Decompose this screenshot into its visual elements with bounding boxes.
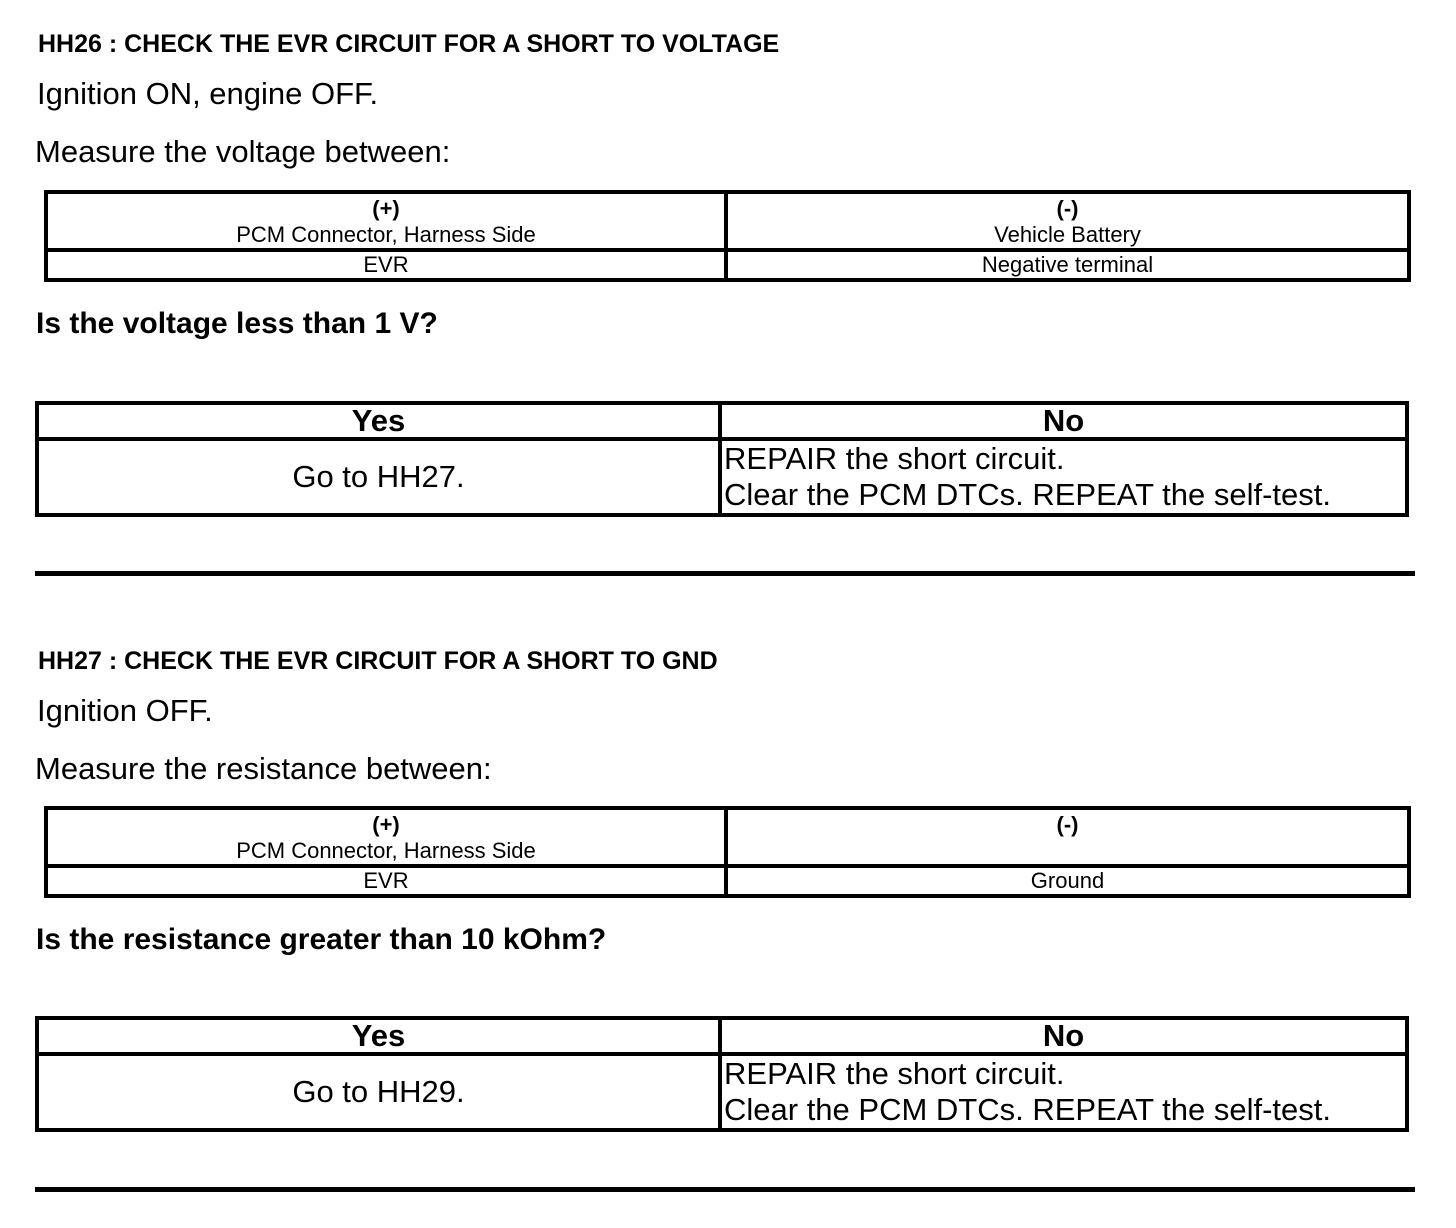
- step-instruction: Measure the voltage between:: [35, 134, 451, 169]
- section-divider: [35, 1187, 1415, 1192]
- minus-symbol: (-): [1056, 196, 1079, 221]
- minus-terminal-header: [726, 808, 1409, 866]
- measurement-header-row: [46, 192, 1409, 250]
- step-question: Is the voltage less than 1 V?: [36, 307, 438, 340]
- plus-terminal-label: PCM Connector, Harness Side: [236, 838, 536, 863]
- step-condition: Ignition OFF.: [37, 693, 213, 728]
- plus-terminal-header: [46, 808, 726, 866]
- plus-terminal-label: PCM Connector, Harness Side: [236, 222, 536, 247]
- measurement-value-row: [46, 866, 1409, 896]
- plus-terminal-value: EVR: [46, 866, 726, 896]
- measurement-header-row: [46, 808, 1409, 866]
- no-action: [720, 1054, 1407, 1130]
- minus-symbol: (-): [1056, 812, 1079, 837]
- section-divider: [35, 571, 1415, 576]
- plus-symbol: (+): [372, 812, 400, 837]
- minus-terminal-header: [726, 192, 1409, 250]
- no-action-line2: Clear the PCM DTCs. REPEAT the self-test.: [724, 1092, 1331, 1127]
- yes-action: Go to HH29.: [37, 1054, 720, 1130]
- minus-terminal-value: Ground: [726, 866, 1409, 896]
- result-table: [35, 401, 1409, 517]
- step-condition: Ignition ON, engine OFF.: [37, 76, 379, 111]
- no-action-line2: Clear the PCM DTCs. REPEAT the self-test.: [724, 477, 1331, 512]
- plus-symbol: (+): [372, 196, 400, 221]
- measurement-table: [44, 806, 1411, 898]
- measurement-table: [44, 190, 1411, 282]
- minus-terminal-label: Vehicle Battery: [994, 222, 1141, 247]
- yes-header: Yes: [37, 403, 720, 439]
- measurement-value-row: [46, 250, 1409, 280]
- no-header: No: [720, 403, 1407, 439]
- yes-action: Go to HH27.: [37, 439, 720, 515]
- step-instruction: Measure the resistance between:: [35, 751, 492, 786]
- result-action-row: [37, 1054, 1407, 1130]
- result-table: [35, 1016, 1409, 1132]
- plus-terminal-header: [46, 192, 726, 250]
- result-action-row: [37, 439, 1407, 515]
- plus-terminal-value: EVR: [46, 250, 726, 280]
- no-action-line1: REPAIR the short circuit.: [724, 441, 1065, 476]
- step-heading: HH26 : CHECK THE EVR CIRCUIT FOR A SHORT TO VOLTAGE: [38, 30, 780, 58]
- no-action: [720, 439, 1407, 515]
- result-header-row: [37, 1018, 1407, 1054]
- step-heading: HH27 : CHECK THE EVR CIRCUIT FOR A SHORT TO GND: [38, 647, 718, 675]
- step-question: Is the resistance greater than 10 kOhm?: [36, 923, 607, 956]
- minus-terminal-value: Negative terminal: [726, 250, 1409, 280]
- no-header: No: [720, 1018, 1407, 1054]
- result-header-row: [37, 403, 1407, 439]
- yes-header: Yes: [37, 1018, 720, 1054]
- no-action-line1: REPAIR the short circuit.: [724, 1056, 1065, 1091]
